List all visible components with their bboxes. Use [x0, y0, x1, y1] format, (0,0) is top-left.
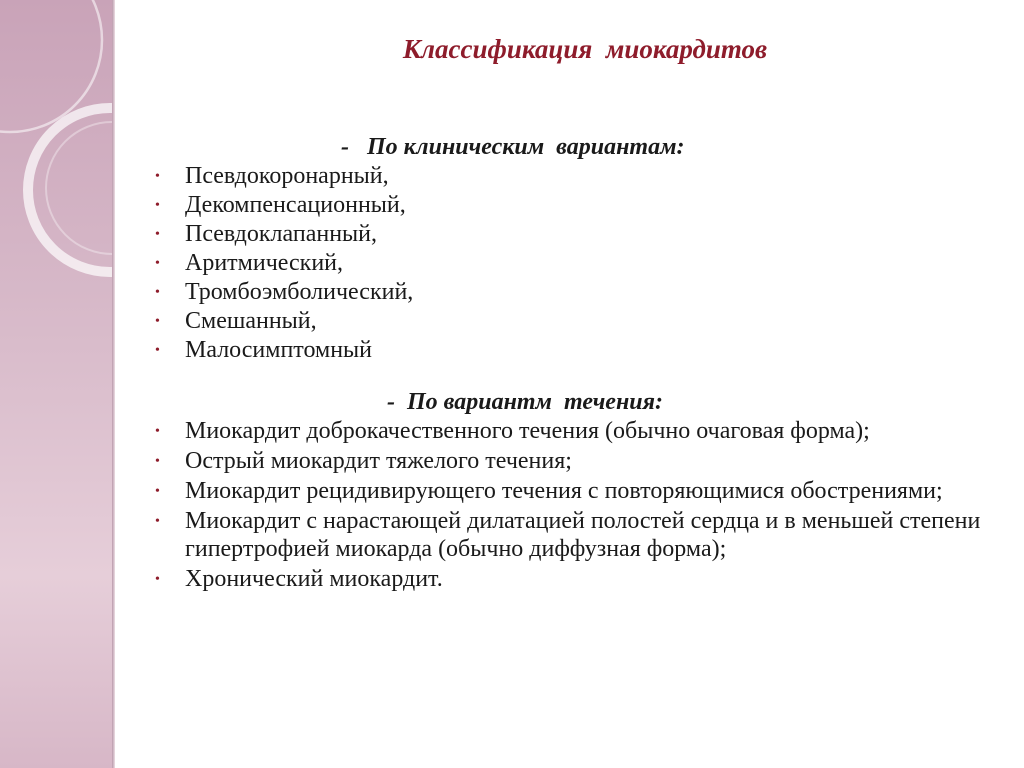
list-item [155, 477, 985, 507]
list-item-text: Декомпенсационный, [185, 192, 406, 218]
list-item-text: Тромбоэмболический, [185, 279, 414, 305]
list-item-text: Миокардит рецидивирующего течения с повторяющимися обострениями; [185, 478, 943, 504]
bullet-icon: • [155, 484, 160, 499]
decorative-side-panel [0, 0, 112, 768]
decorative-ring-thick [28, 108, 112, 272]
list-item-text: Смешанный, [185, 308, 317, 334]
list-item [155, 162, 985, 191]
list-item [155, 191, 985, 220]
list-item-text: Миокардит доброкачественного течения (обычно очаговая форма); [185, 418, 870, 444]
bullet-icon: • [155, 424, 160, 439]
list-item-text: Псевдокоронарный, [185, 163, 389, 189]
bullet-icon: • [155, 285, 160, 300]
list-item [155, 507, 985, 565]
bullet-icon: • [155, 343, 160, 358]
decorative-ring-inner [46, 122, 112, 254]
list-item [155, 249, 985, 278]
list-item-text: Острый миокардит тяжелого течения; [185, 448, 572, 474]
bullet-icon: • [155, 227, 160, 242]
side-panel-edge [112, 0, 115, 768]
list-item [155, 307, 985, 336]
list-item [155, 220, 985, 249]
list-item-text: Малосимптомный [185, 337, 373, 363]
course-variants-list [155, 417, 985, 595]
bullet-icon: • [155, 454, 160, 469]
bullet-icon: • [155, 256, 160, 271]
list-item [155, 336, 985, 365]
bullet-icon: • [155, 314, 160, 329]
bullet-icon: • [155, 572, 160, 587]
bullet-icon: • [155, 198, 160, 213]
list-item [155, 278, 985, 307]
decorative-rings [0, 0, 112, 320]
list-item-text: Миокардит с нарастающей дилатацией полостей сердца и в меньшей степени гипертрофией миокарда (обычно диффузная форма); [185, 508, 981, 562]
slide-content [155, 132, 985, 595]
course-variants-heading: - По вариантм течения: [387, 389, 663, 415]
list-item [155, 417, 985, 447]
bullet-icon: • [155, 169, 160, 184]
clinical-variants-heading: - По клиническим вариантам: [341, 134, 685, 160]
slide-title: Классификация миокардитов [402, 34, 768, 64]
clinical-variants-list [155, 162, 985, 365]
list-item [155, 565, 985, 595]
list-item-text: Аритмический, [185, 250, 344, 276]
bullet-icon: • [155, 514, 160, 529]
list-item-text: Псевдоклапанный, [185, 221, 377, 247]
list-item-text: Хронический миокардит. [185, 566, 443, 592]
list-item [155, 447, 985, 477]
